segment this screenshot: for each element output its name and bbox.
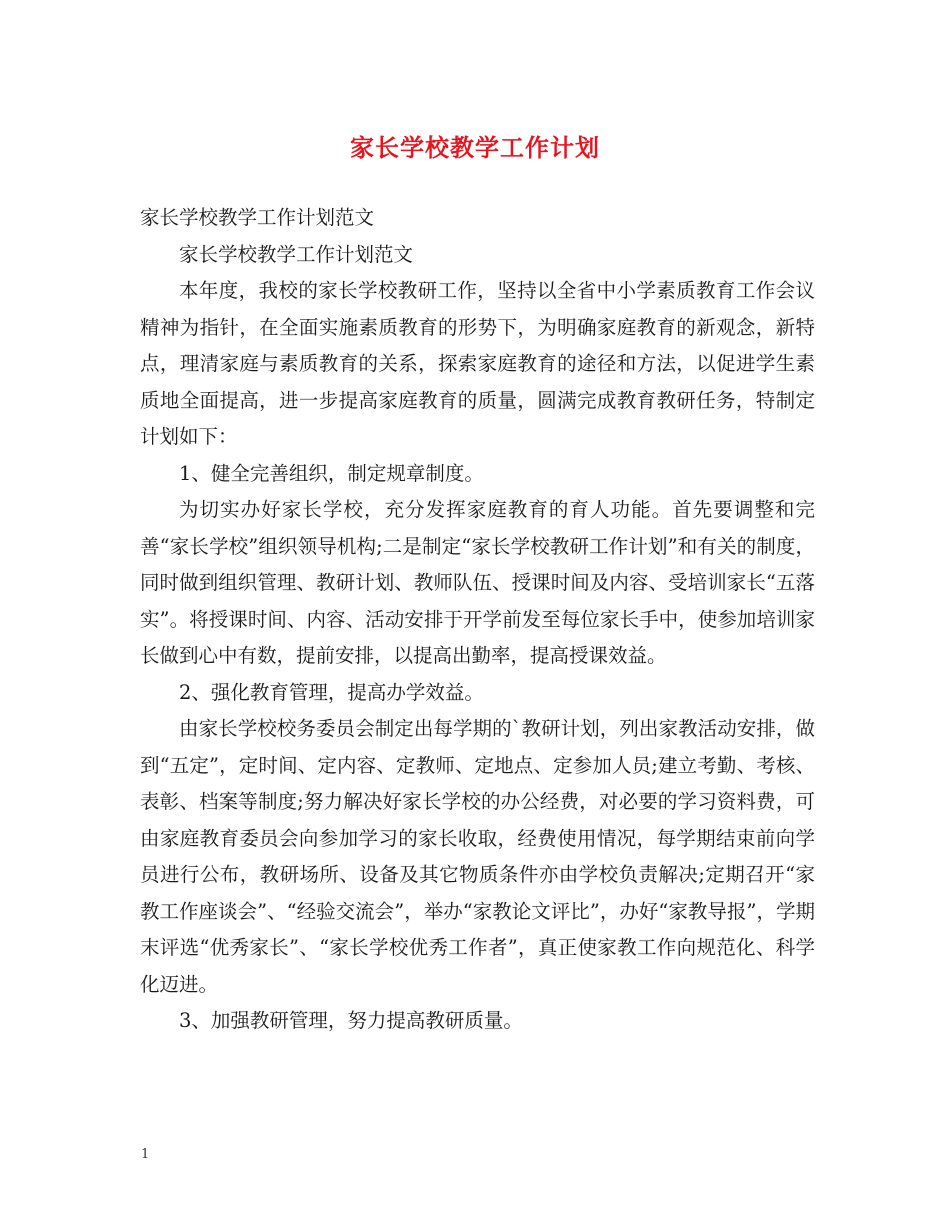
document-title: 家长学校教学工作计划 bbox=[350, 133, 600, 162]
document-body bbox=[140, 200, 815, 1040]
paragraph: 家长学校教学工作计划范文 bbox=[179, 242, 414, 266]
section-heading: 2、强化教育管理，提高办学效益。 bbox=[179, 680, 484, 704]
paragraph: 由家长学校校务委员会制定出每学期的`教研计划，列出家教活动安排，做到“五定”，定时间、定内容、定教师、定地点、定参加人员;建立考勤、考核、表彰、档案等制度;努力解决好家长学校的办公经费，对必要的学习资料费，可由家庭教育委员会向参加学习的家长收取，经费使用情况，每学期结束前向学员进行公布，教研场所、设备及其它物质条件亦由学校负责解决;定期召开“家教工作座谈会”、“经验交流会”，举办“家教论文评比”，办好“家教导报”，学期末评选“优秀家长”、“家长学校优秀工作者”，真正使家教工作向规范化、科学化迈进。 bbox=[140, 717, 815, 996]
paragraph: 为切实办好家长学校，充分发挥家庭教育的育人功能。首先要调整和完善“家长学校”组织领导机构;二是制定“家长学校教研工作计划”和有关的制度，同时做到组织管理、教研计划、教师队伍、授课时间及内容、受培训家长“五落实”。将授课时间、内容、活动安排于开学前发至每位家长手中，使参加培训家长做到心中有数，提前安排，以提高出勤率，提高授课效益。 bbox=[140, 498, 815, 667]
paragraph: 本年度，我校的家长学校教研工作，坚持以全省中小学素质教育工作会议精神为指针，在全面实施素质教育的形势下，为明确家庭教育的新观念，新特点，理清家庭与素质教育的关系，探索家庭教育的途径和方法，以促进学生素质地全面提高，进一步提高家庭教育的质量，圆满完成教育教研任务，特制定计划如下： bbox=[140, 279, 815, 448]
section-heading: 1、健全完善组织，制定规章制度。 bbox=[179, 461, 484, 485]
section-heading: 3、加强教研管理，努力提高教研质量。 bbox=[179, 1009, 523, 1032]
document-subtitle: 家长学校教学工作计划范文 bbox=[140, 206, 375, 229]
page-number: 1 bbox=[141, 1147, 150, 1162]
